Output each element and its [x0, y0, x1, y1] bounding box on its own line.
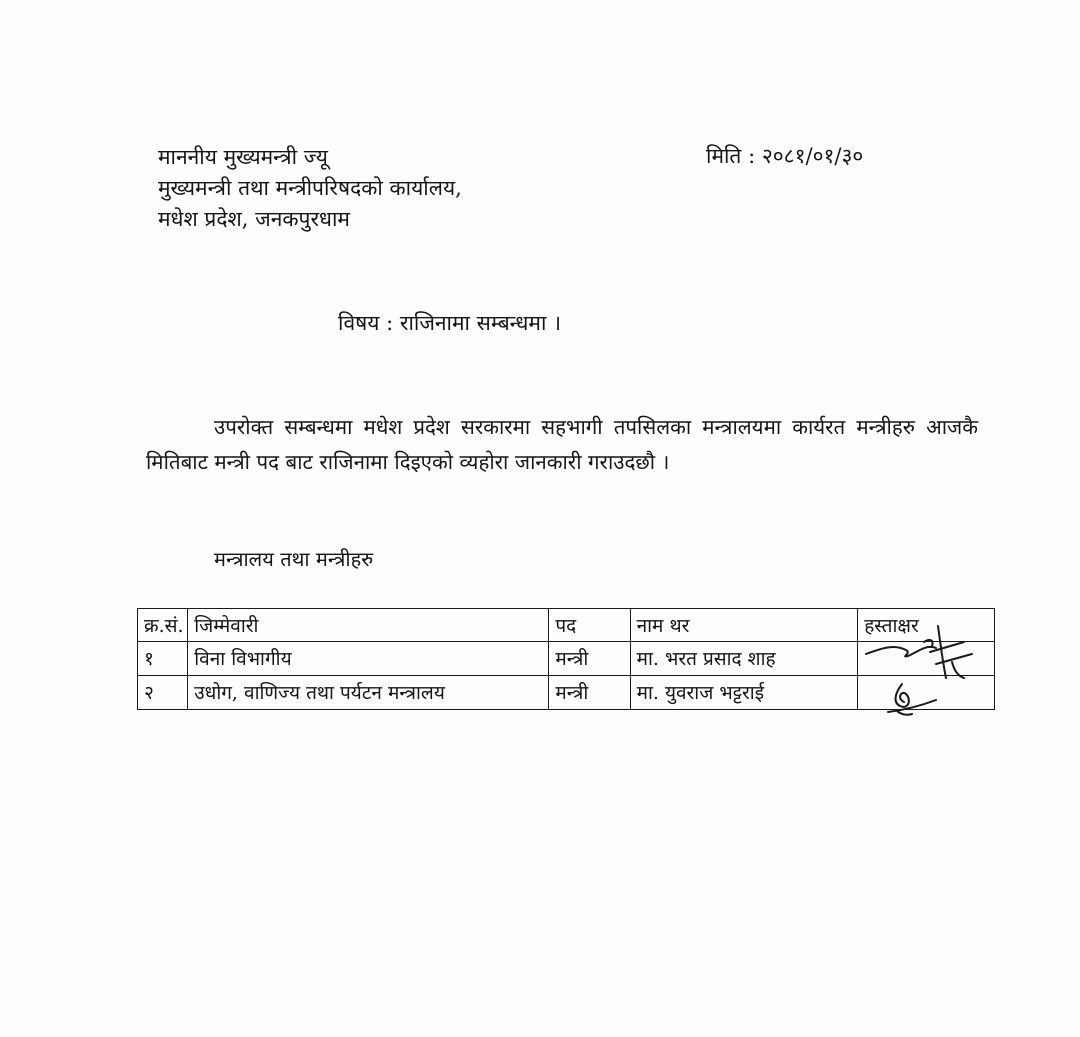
row-post: मन्त्री: [549, 676, 630, 710]
letter-body: उपरोक्त सम्बन्धमा मधेश प्रदेश सरकारमा सहभागी तपसिलका मन्त्रालयमा कार्यरत मन्त्रीहरु आजकै मितिबाट मन्त्री पद बाट राजिनामा दिइएको व्यहोरा जानकारी गराउदछौ ।: [146, 415, 978, 474]
addressee-line-3: मधेश प्रदेश, जनकपुरधाम: [158, 207, 350, 231]
list-heading: मन्त्रालय तथा मन्त्रीहरु: [214, 547, 374, 571]
row-serial-number: १: [138, 642, 188, 676]
header-post: पद: [549, 609, 630, 642]
row-serial-number: २: [138, 676, 188, 710]
row-name: मा. भरत प्रसाद शाह: [630, 642, 858, 676]
row-signature-cell: [858, 642, 995, 676]
table-row: [138, 676, 995, 710]
header-serial-number: क्र.सं.: [138, 609, 188, 642]
row-signature-cell: [858, 676, 995, 710]
addressee-line-2: मुख्यमन्त्री तथा मन्त्रीपरिषदको कार्यालय,: [158, 176, 462, 200]
row-responsibility: उधोग, वाणिज्य तथा पर्यटन मन्त्रालय: [188, 676, 549, 710]
ministers-table: [137, 608, 995, 710]
row-responsibility: विना विभागीय: [188, 642, 549, 676]
header-name: नाम थर: [630, 609, 858, 642]
table-row: [138, 642, 995, 676]
table-header-row: [138, 609, 995, 642]
addressee-line-1: माननीय मुख्यमन्त्री ज्यू: [158, 145, 328, 169]
row-name: मा. युवराज भट्टराई: [630, 676, 858, 710]
addressee-block: [158, 142, 462, 235]
header-responsibility: जिम्मेवारी: [188, 609, 549, 642]
letter-date: मिति : २०८१/०१/३०: [706, 144, 864, 168]
row-post: मन्त्री: [549, 642, 630, 676]
header-signature: हस्ताक्षर: [858, 609, 995, 642]
letter-subject: विषय : राजिनामा सम्बन्धमा ।: [338, 311, 562, 335]
